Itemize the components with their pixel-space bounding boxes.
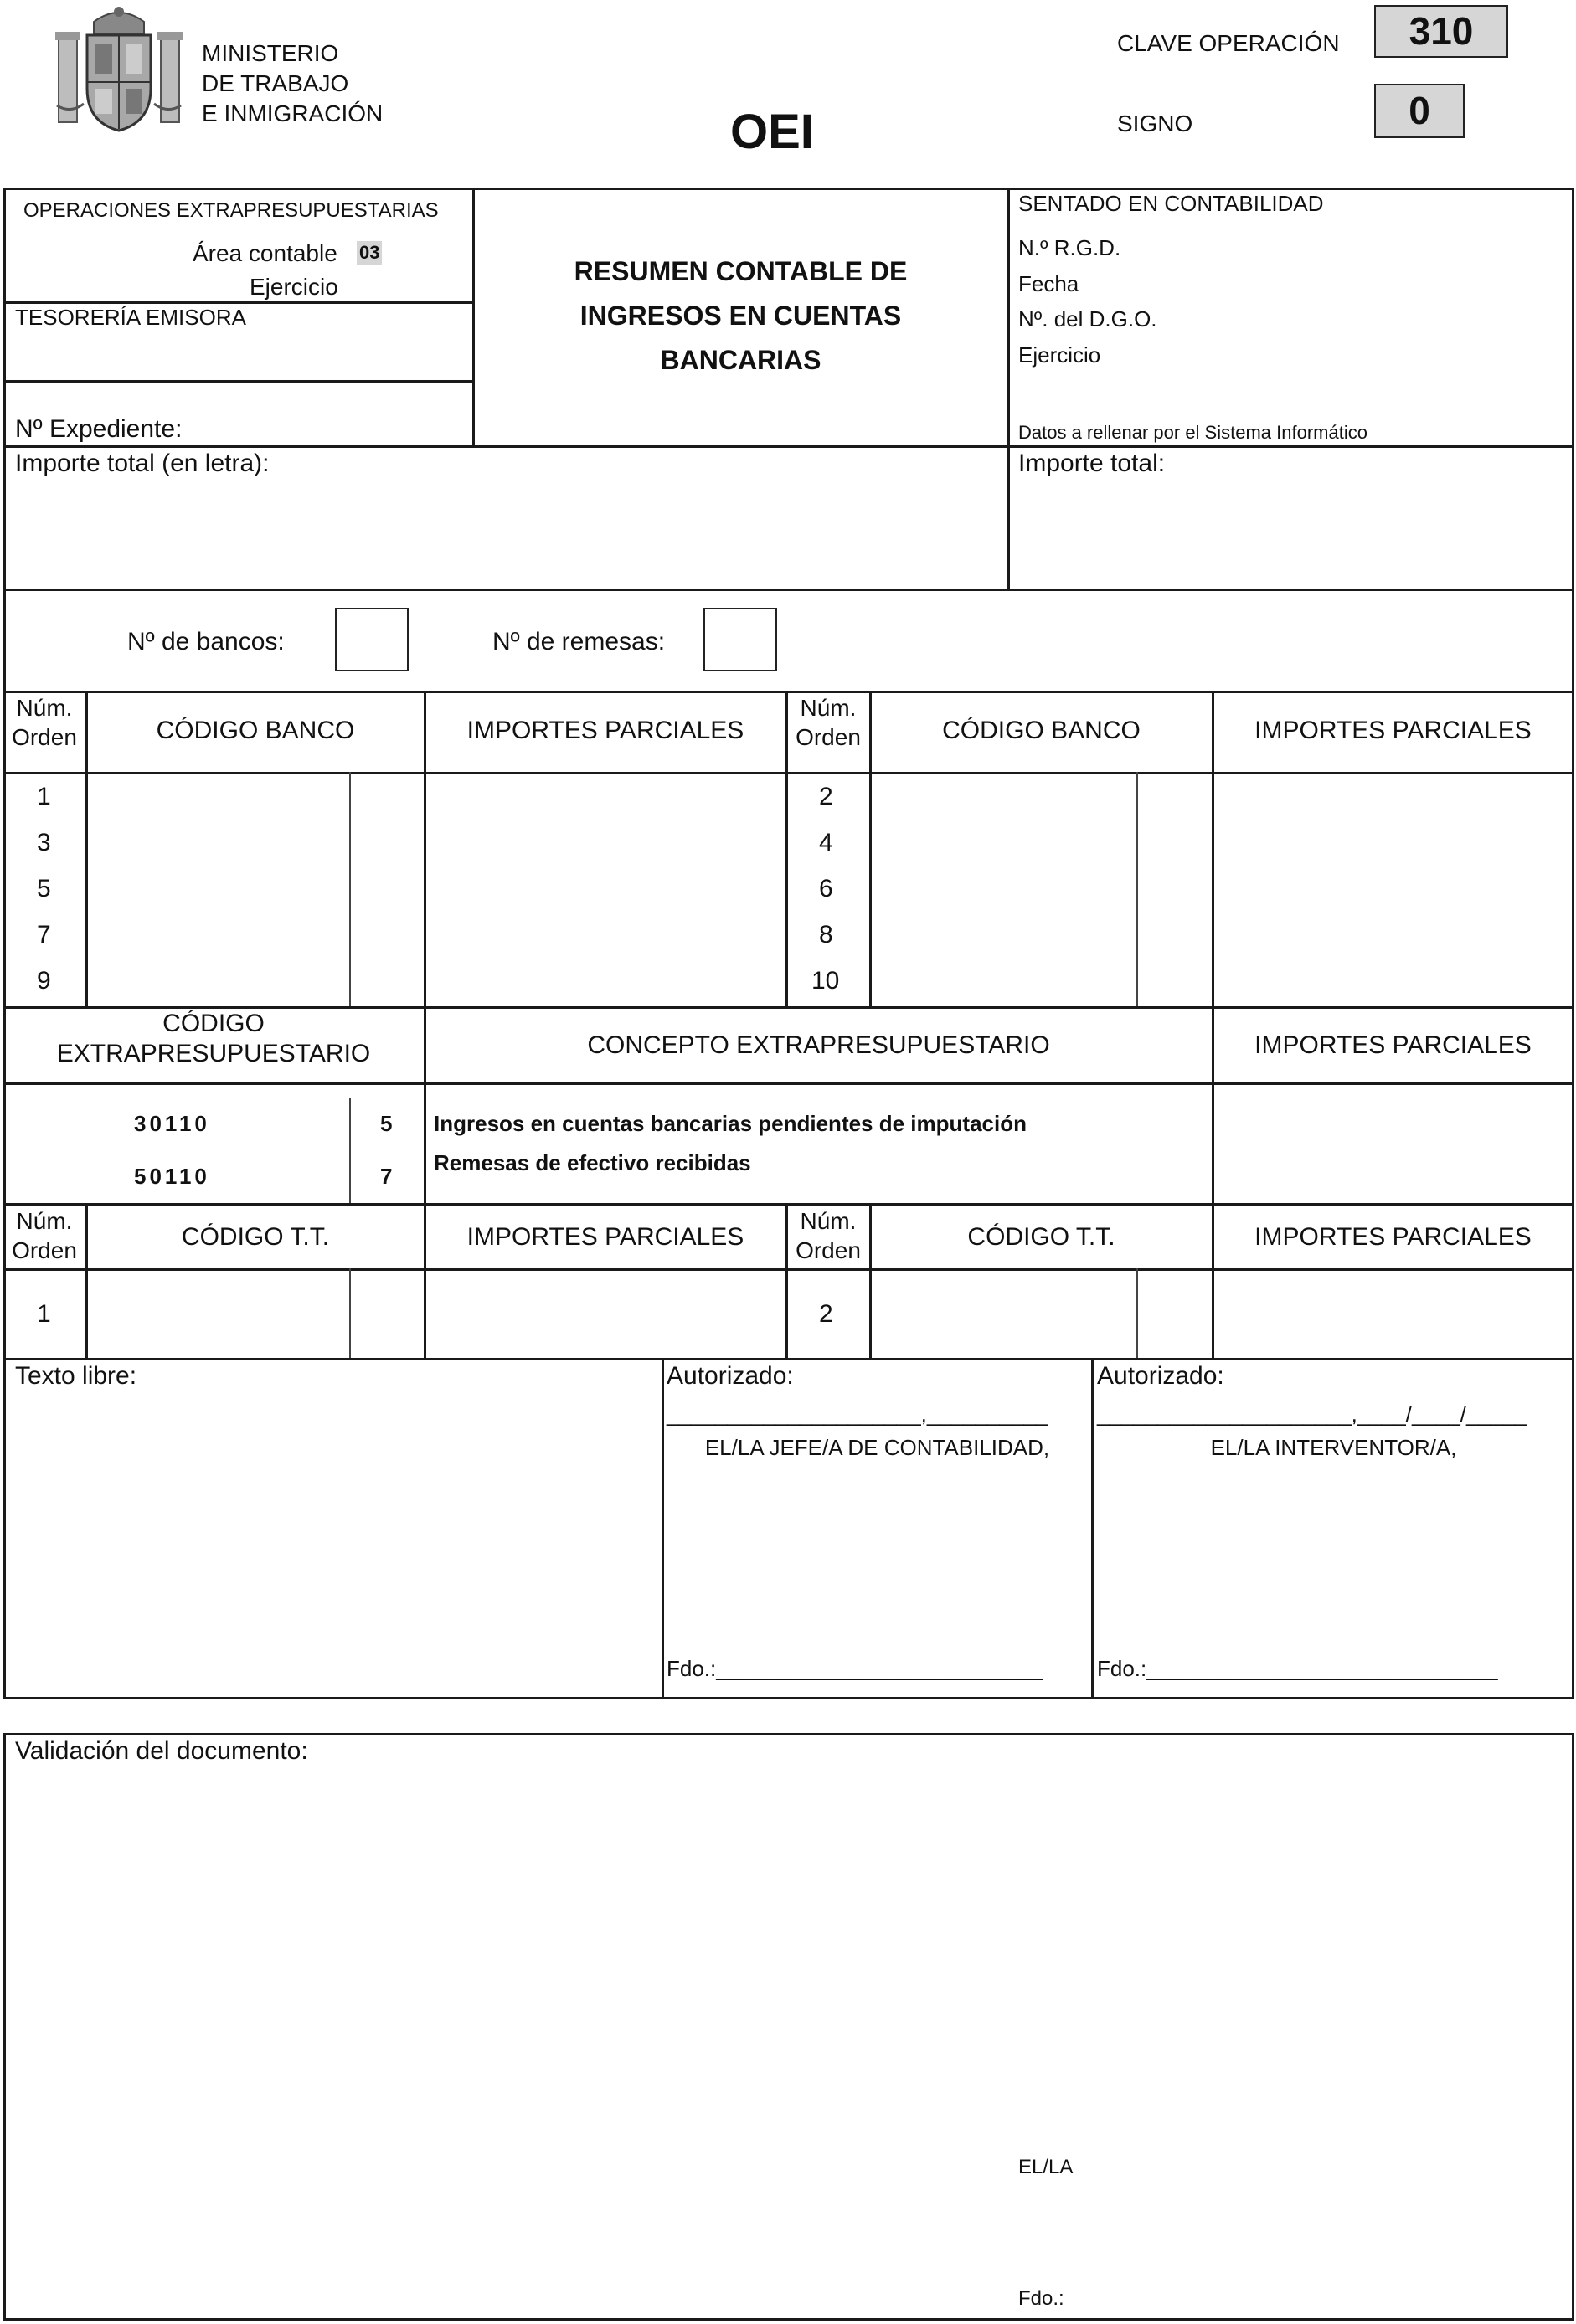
- main-form-frame: [3, 188, 1574, 1699]
- divider: [349, 1098, 351, 1203]
- expediente-label: Nº Expediente:: [15, 415, 183, 443]
- divider: [3, 1268, 1574, 1271]
- bank-row-number: 4: [819, 829, 833, 856]
- clave-operacion-label: CLAVE OPERACIÓN: [1117, 30, 1340, 56]
- importe-total-label: Importe total:: [1018, 450, 1166, 477]
- operaciones-label: OPERACIONES EXTRAPRESUPUESTARIAS: [23, 199, 439, 222]
- ministry-name-line2: DE TRABAJO: [202, 70, 349, 96]
- divider: [3, 772, 1574, 774]
- divider: [1136, 1268, 1138, 1358]
- validation-frame: [3, 1733, 1574, 2321]
- signo-value: 0: [1374, 84, 1465, 138]
- bank-row-number: 9: [37, 967, 51, 995]
- bank-row-number: 2: [819, 783, 833, 810]
- form-title-line1: RESUMEN CONTABLE DE: [574, 256, 908, 286]
- interventor-label: EL/LA INTERVENTOR/A,: [1210, 1435, 1457, 1460]
- num-remesas-label: Nº de remesas:: [492, 628, 666, 656]
- concept-text: Ingresos en cuentas bancarias pendientes de imputación: [434, 1111, 1027, 1136]
- num-remesas-field[interactable]: [703, 608, 777, 671]
- divider: [3, 1082, 1574, 1085]
- codigo-tt-header: CÓDIGO T.T.: [181, 1223, 330, 1251]
- firma-line: Fdo.:___________________________: [667, 1656, 1043, 1681]
- divider: [3, 1358, 1574, 1360]
- texto-libre-label: Texto libre:: [15, 1362, 137, 1390]
- tesoreria-emisora-label: TESORERÍA EMISORA: [15, 305, 246, 330]
- importes-parciales-header: IMPORTES PARCIALES: [1254, 1223, 1532, 1251]
- divider: [3, 380, 474, 383]
- divider: [3, 589, 1574, 591]
- ejercicio-right-label: Ejercicio: [1018, 342, 1101, 368]
- num-orden-header: Núm. Orden: [12, 1208, 77, 1263]
- divider: [3, 445, 1574, 448]
- area-contable-value: 03: [357, 241, 382, 265]
- divider: [349, 772, 351, 1006]
- dgo-label: Nº. del D.G.O.: [1018, 306, 1157, 332]
- concept-code: 50110: [134, 1164, 210, 1189]
- divider: [349, 1268, 351, 1358]
- autorizado-label: Autorizado:: [1097, 1362, 1224, 1390]
- divider: [1007, 188, 1010, 590]
- area-contable-label: Área contable: [193, 240, 337, 266]
- coat-of-arms-logo: [54, 5, 184, 136]
- bank-row-number: 8: [819, 921, 833, 949]
- validacion-fdo-label: Fdo.:: [1018, 2287, 1064, 2310]
- ella-label: EL/LA: [1018, 2156, 1074, 2178]
- form-code: OEI: [730, 105, 814, 159]
- divider: [3, 1203, 1574, 1206]
- importes-parciales-header: IMPORTES PARCIALES: [1254, 1031, 1532, 1059]
- concept-digit: 5: [380, 1111, 393, 1136]
- validacion-label: Validación del documento:: [15, 1737, 308, 1765]
- bank-row-number: 1: [37, 783, 51, 810]
- signo-label: SIGNO: [1117, 111, 1193, 136]
- bank-row-number: 7: [37, 921, 51, 949]
- codigo-extrapresupuestario-header: CÓDIGO EXTRAPRESUPUESTARIO: [56, 1010, 371, 1067]
- divider: [1091, 1358, 1094, 1699]
- date-line: _____________________,__________: [667, 1401, 1048, 1427]
- ministry-name-line3: E INMIGRACIÓN: [202, 100, 384, 126]
- concept-text: Remesas de efectivo recibidas: [434, 1150, 751, 1175]
- tt-row-number: 1: [37, 1300, 51, 1328]
- importe-letra-label: Importe total (en letra):: [15, 450, 270, 477]
- date-line: _____________________,____/____/_____: [1097, 1401, 1527, 1427]
- num-orden-header: Núm. Orden: [12, 695, 77, 750]
- bank-row-number: 6: [819, 875, 833, 902]
- divider: [424, 691, 426, 1358]
- concept-digit: 7: [380, 1164, 393, 1189]
- ministry-name-line1: MINISTERIO: [202, 40, 339, 66]
- num-bancos-field[interactable]: [335, 608, 409, 671]
- tt-row-number: 2: [819, 1300, 833, 1328]
- divider: [3, 301, 474, 304]
- clave-operacion-value: 310: [1374, 5, 1508, 58]
- system-note: Datos a rellenar por el Sistema Informático: [1018, 422, 1367, 443]
- bank-row-number: 5: [37, 875, 51, 902]
- form-title-line3: BANCARIAS: [660, 345, 821, 375]
- divider: [1212, 691, 1214, 1358]
- divider: [662, 1358, 664, 1699]
- num-orden-header: Núm. Orden: [796, 1208, 861, 1263]
- autorizado-label: Autorizado:: [667, 1362, 794, 1390]
- importes-parciales-header: IMPORTES PARCIALES: [1254, 717, 1532, 744]
- divider: [1136, 772, 1138, 1006]
- jefe-contabilidad-label: EL/LA JEFE/A DE CONTABILIDAD,: [704, 1435, 1050, 1460]
- sentado-contabilidad-label: SENTADO EN CONTABILIDAD: [1018, 191, 1324, 216]
- importes-parciales-header: IMPORTES PARCIALES: [466, 1223, 744, 1251]
- fecha-label: Fecha: [1018, 271, 1079, 296]
- ejercicio-label: Ejercicio: [250, 274, 338, 300]
- bank-row-number: 10: [811, 967, 840, 995]
- rgd-label: N.º R.G.D.: [1018, 235, 1121, 260]
- form-title-line2: INGRESOS EN CUENTAS: [579, 301, 902, 331]
- codigo-banco-header: CÓDIGO BANCO: [156, 717, 355, 744]
- importes-parciales-header: IMPORTES PARCIALES: [466, 717, 744, 744]
- num-bancos-label: Nº de bancos:: [127, 628, 285, 656]
- codigo-tt-header: CÓDIGO T.T.: [967, 1223, 1115, 1251]
- concept-code: 30110: [134, 1111, 210, 1136]
- concepto-header: CONCEPTO EXTRAPRESUPUESTARIO: [587, 1031, 1050, 1059]
- num-orden-header: Núm. Orden: [796, 695, 861, 750]
- firma-line: Fdo.:_____________________________: [1097, 1656, 1498, 1681]
- bank-row-number: 3: [37, 829, 51, 856]
- codigo-banco-header: CÓDIGO BANCO: [942, 717, 1141, 744]
